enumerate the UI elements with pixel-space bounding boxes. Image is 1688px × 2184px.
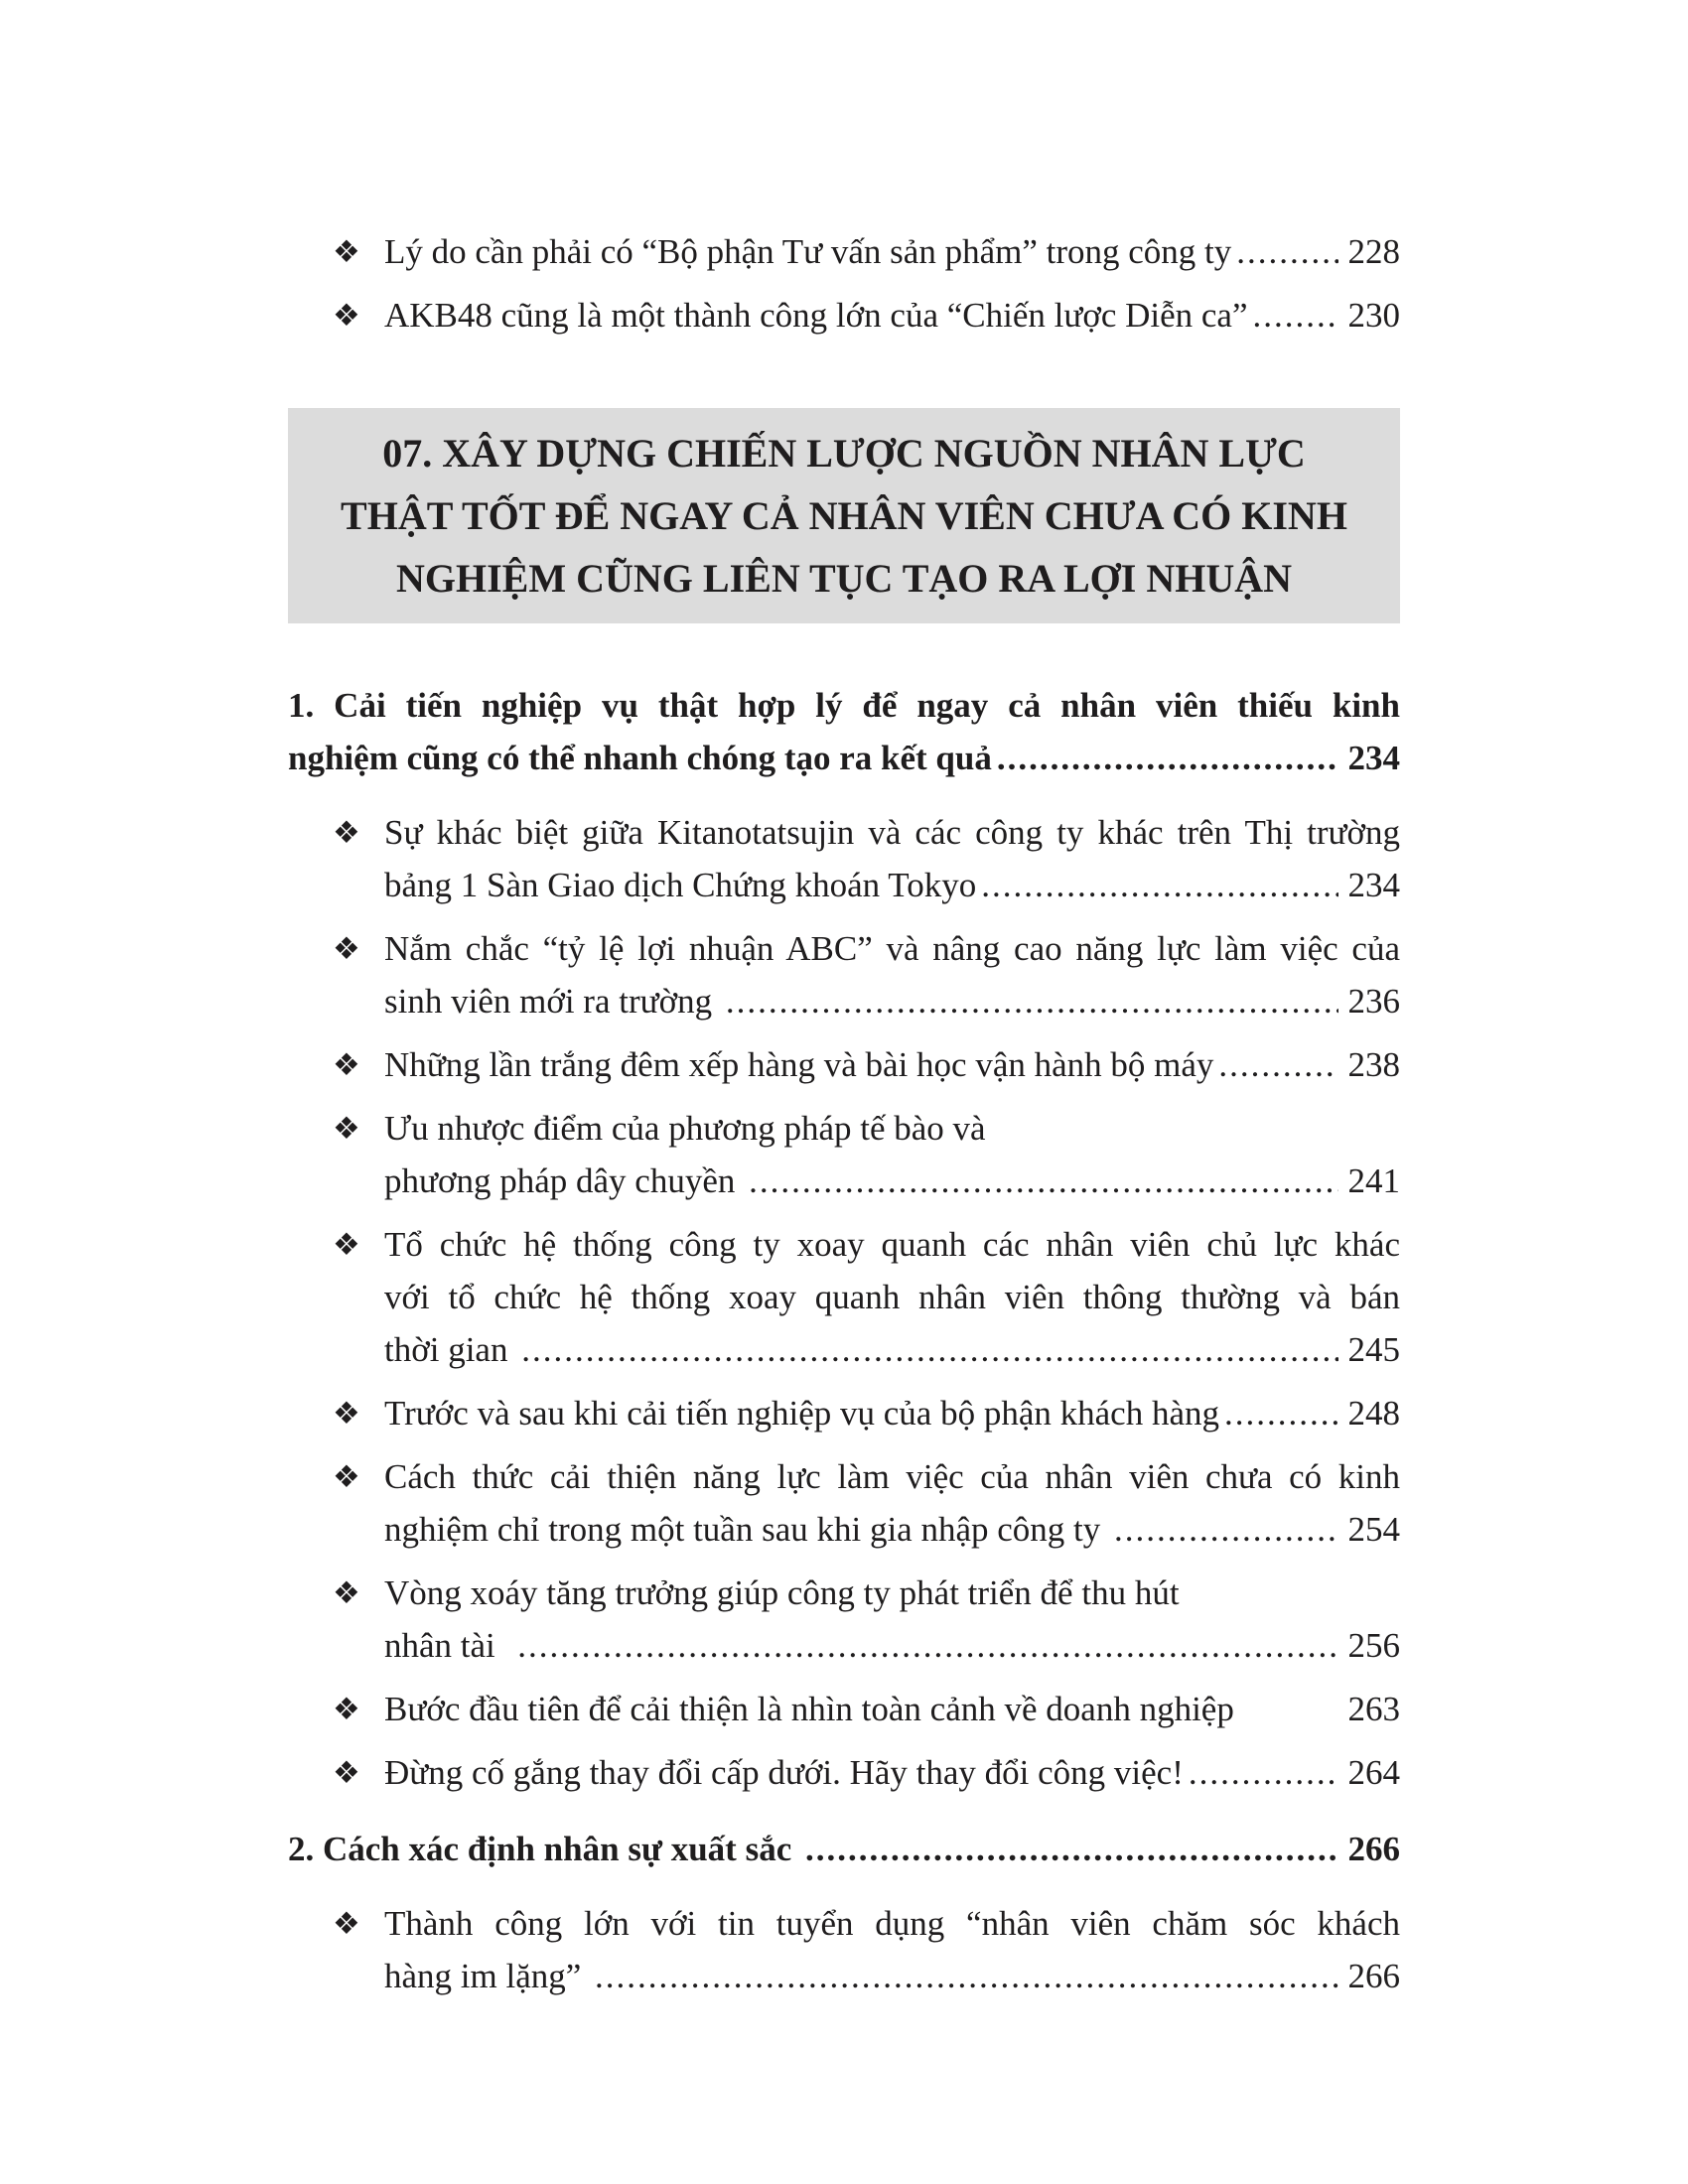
diamond-bullet-icon: ❖ bbox=[333, 1227, 360, 1262]
diamond-bullet-icon: ❖ bbox=[333, 234, 360, 269]
toc-page-number: 254 bbox=[1347, 1510, 1400, 1549]
dot-leader bbox=[517, 1619, 1337, 1672]
toc-entry-text: nghiệm chỉ trong một tuần sau khi gia nhập công ty bbox=[384, 1510, 1110, 1549]
diamond-bullet-icon: ❖ bbox=[333, 1111, 360, 1146]
toc-page-number: 256 bbox=[1347, 1626, 1400, 1665]
toc-entry-text: bảng 1 Sàn Giao dịch Chứng khoán Tokyo bbox=[384, 866, 977, 904]
toc-page-number: 264 bbox=[1347, 1753, 1400, 1792]
toc-entry bbox=[288, 806, 1400, 911]
toc-entry-text: sinh viên mới ra trường bbox=[384, 982, 721, 1021]
toc-entry-text: Trước và sau khi cải tiến nghiệp vụ của bộ phận khách hàng bbox=[384, 1394, 1219, 1433]
dot-leader bbox=[1189, 1746, 1338, 1799]
toc-entry-lastline bbox=[384, 1619, 1400, 1672]
toc-entry-lastline bbox=[384, 975, 1400, 1027]
toc-entry-text: thời gian bbox=[384, 1330, 517, 1369]
toc-entry-text: nhân tài bbox=[384, 1626, 513, 1665]
toc-entry-lastline bbox=[384, 1683, 1400, 1735]
dot-leader bbox=[726, 975, 1338, 1027]
chapter-banner-line: NGHIỆM CŨNG LIÊN TỤC TẠO RA LỢI NHUẬN bbox=[396, 556, 1292, 601]
toc-entry-text: Bước đầu tiên để cải thiện là nhìn toàn cảnh về doanh nghiệp bbox=[384, 1690, 1234, 1728]
dot-leader bbox=[749, 1155, 1337, 1207]
section-heading-lastline bbox=[288, 1823, 1400, 1875]
toc-entry bbox=[288, 289, 1400, 341]
dot-leader bbox=[805, 1823, 1338, 1875]
diamond-bullet-icon: ❖ bbox=[333, 1047, 360, 1082]
toc-entry-text: phương pháp dây chuyền bbox=[384, 1161, 745, 1200]
toc-page-number: 234 bbox=[1347, 866, 1400, 904]
diamond-bullet-icon: ❖ bbox=[333, 298, 360, 333]
chapter-banner bbox=[288, 408, 1400, 623]
toc-entry bbox=[288, 1683, 1400, 1735]
toc-page-number: 234 bbox=[1347, 739, 1400, 777]
toc-entry-text: Tổ chức hệ thống công ty xoay quanh các nhân viên chủ lực khác bbox=[384, 1225, 1400, 1264]
toc-page-number: 266 bbox=[1347, 1830, 1400, 1868]
toc-entry-text: với tổ chức hệ thống xoay quanh nhân viên thông thường và bán bbox=[384, 1278, 1400, 1316]
diamond-bullet-icon: ❖ bbox=[333, 931, 360, 966]
toc-entry-lastline bbox=[384, 859, 1400, 911]
toc-page-number: 230 bbox=[1347, 296, 1400, 335]
dot-leader bbox=[521, 1323, 1337, 1376]
toc-page-number: 241 bbox=[1347, 1161, 1400, 1200]
section-heading bbox=[288, 679, 1400, 784]
toc-entry-lastline bbox=[384, 1155, 1400, 1207]
section-heading-text: 2. Cách xác định nhân sự xuất sắc bbox=[288, 1830, 800, 1868]
toc-entry-text: Cách thức cải thiện năng lực làm việc của nhân viên chưa có kinh bbox=[384, 1457, 1400, 1496]
diamond-bullet-icon: ❖ bbox=[333, 1906, 360, 1941]
toc-page-number: 228 bbox=[1347, 232, 1400, 271]
toc-entry bbox=[288, 1038, 1400, 1091]
toc-entry bbox=[288, 1567, 1400, 1672]
toc-entry bbox=[288, 1387, 1400, 1439]
toc-entry-lastline bbox=[384, 1323, 1400, 1376]
toc-entry bbox=[288, 922, 1400, 1027]
toc-entry-lastline bbox=[384, 1746, 1400, 1799]
toc-entry-text: Sự khác biệt giữa Kitanotatsujin và các công ty khác trên Thị trường bbox=[384, 813, 1400, 852]
toc-entry-lastline bbox=[384, 1950, 1400, 2002]
toc-entry bbox=[288, 1102, 1400, 1207]
toc-entry-text: Vòng xoáy tăng trưởng giúp công ty phát triển để thu hút bbox=[384, 1573, 1180, 1612]
toc-entry-lastline bbox=[384, 1503, 1400, 1556]
toc-entry-text: Nắm chắc “tỷ lệ lợi nhuận ABC” và nâng cao năng lực làm việc của bbox=[384, 929, 1400, 968]
toc-entry-text: Thành công lớn với tin tuyển dụng “nhân viên chăm sóc khách bbox=[384, 1904, 1400, 1943]
dot-leader bbox=[1114, 1503, 1337, 1556]
chapter-banner-line: THẬT TỐT ĐỂ NGAY CẢ NHÂN VIÊN CHƯA CÓ KINH bbox=[341, 493, 1347, 538]
diamond-bullet-icon: ❖ bbox=[333, 1396, 360, 1431]
toc-entry-text: Những lần trắng đêm xếp hàng và bài học vận hành bộ máy bbox=[384, 1045, 1214, 1084]
diamond-bullet-icon: ❖ bbox=[333, 1459, 360, 1494]
diamond-bullet-icon: ❖ bbox=[333, 1575, 360, 1610]
toc-entry-lastline bbox=[384, 289, 1400, 341]
toc-page-number: 238 bbox=[1347, 1045, 1400, 1084]
diamond-bullet-icon: ❖ bbox=[333, 1692, 360, 1726]
dot-leader bbox=[1253, 289, 1338, 341]
toc-page-number: 248 bbox=[1347, 1394, 1400, 1433]
diamond-bullet-icon: ❖ bbox=[333, 1755, 360, 1790]
section-heading-text: nghiệm cũng có thể nhanh chóng tạo ra kết quả bbox=[288, 739, 992, 777]
diamond-bullet-icon: ❖ bbox=[333, 815, 360, 850]
toc-page-number: 245 bbox=[1347, 1330, 1400, 1369]
intro-item-list bbox=[288, 225, 1400, 341]
toc-sections bbox=[288, 679, 1400, 2002]
toc-entry bbox=[288, 225, 1400, 278]
dot-leader bbox=[997, 732, 1338, 784]
toc-page-content bbox=[288, 225, 1400, 2013]
toc-entry-text: Đừng cố gắng thay đổi cấp dưới. Hãy thay đổi công việc! bbox=[384, 1753, 1184, 1792]
toc-page-number: 236 bbox=[1347, 982, 1400, 1021]
toc-entry-lastline bbox=[384, 1038, 1400, 1091]
section-heading bbox=[288, 1823, 1400, 1875]
toc-entry bbox=[288, 1897, 1400, 2002]
dot-leader bbox=[595, 1950, 1337, 2002]
section-heading-lastline bbox=[288, 732, 1400, 784]
toc-entry bbox=[288, 1450, 1400, 1556]
dot-leader bbox=[1236, 225, 1337, 278]
dot-leader bbox=[1224, 1387, 1338, 1439]
toc-entry-text: Ưu nhược điểm của phương pháp tế bào và bbox=[384, 1109, 986, 1148]
toc-entry bbox=[288, 1746, 1400, 1799]
toc-entry-text: hàng im lặng” bbox=[384, 1957, 591, 1995]
toc-page-number: 266 bbox=[1347, 1957, 1400, 1995]
toc-entry-lastline bbox=[384, 1387, 1400, 1439]
toc-entry bbox=[288, 1218, 1400, 1376]
dot-leader bbox=[981, 859, 1337, 911]
chapter-banner-line: 07. XÂY DỰNG CHIẾN LƯỢC NGUỒN NHÂN LỰC bbox=[382, 431, 1306, 476]
section-heading-text: 1. Cải tiến nghiệp vụ thật hợp lý để ngay cả nhân viên thiếu kinh bbox=[288, 686, 1400, 725]
toc-entry-lastline bbox=[384, 225, 1400, 278]
toc-entry-text: AKB48 cũng là một thành công lớn của “Chiến lược Diễn ca” bbox=[384, 296, 1248, 335]
toc-page-number: 263 bbox=[1347, 1690, 1400, 1728]
dot-leader bbox=[1218, 1038, 1337, 1091]
toc-entry-text: Lý do cần phải có “Bộ phận Tư vấn sản phẩm” trong công ty bbox=[384, 232, 1232, 271]
